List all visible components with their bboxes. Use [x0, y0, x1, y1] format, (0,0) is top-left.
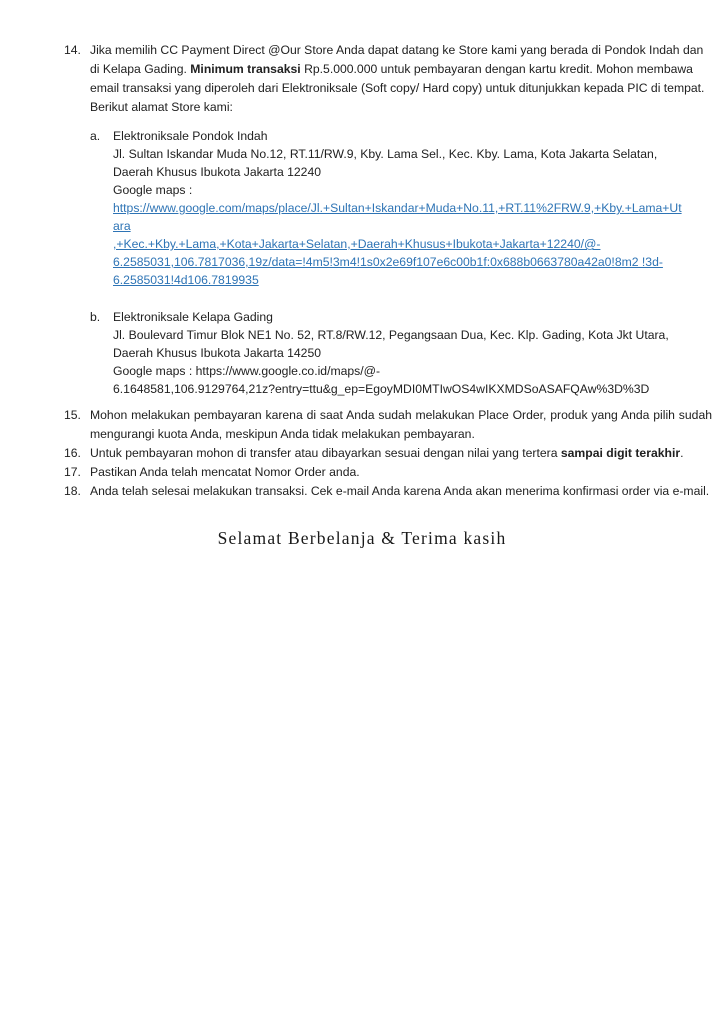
store-item-a: [90, 127, 712, 289]
list-item-15: [64, 406, 712, 444]
google-maps-label: Google maps :: [113, 183, 193, 197]
list-number-17: 17.: [64, 465, 81, 479]
list-item-16: [64, 444, 712, 463]
list-number-14: 14.: [64, 43, 81, 57]
store-item-b: [90, 308, 712, 398]
closing-message: Selamat Berbelanja & Terima kasih: [217, 528, 507, 548]
google-maps-link[interactable]: https://www.google.com/maps/place/Jl.+Sultan+Iskandar+Muda+No.11,+RT.11%2FRW.9,+Kby.+Lama+Utara ,+Kec.+Kby.+Lama,+Kota+Jakarta+Selatan,+Daerah+Khusus+Ibukota+Jakarta+12240/@- 6.2585031,106.7817036,19z/data=!4m5!3m4!1s0x2e69f107e6c00b1f:0x688b0663780a42a0!8m2 !3d- 6.2585031!4d106.7819935: [113, 201, 682, 287]
item-15-paragraph: Mohon melakukan pembayaran karena di saat Anda sudah melakukan Place Order, produk yang Anda pilih sudah mengurangi kuota Anda, meskipun Anda tidak melakukan pembayaran.: [90, 408, 712, 441]
item-17-paragraph: Pastikan Anda telah mencatat Nomor Order anda.: [90, 465, 360, 479]
list-number-15: 15.: [64, 408, 81, 422]
list-letter-b: b.: [90, 310, 101, 324]
document-content: [0, 0, 724, 501]
item-14-paragraph: Jika memilih CC Payment Direct @Our Store Anda dapat datang ke Store kami yang berada di Pondok Indah dan di Kelapa Gading. Minimum transaksi Rp.5.000.000 untuk pembayaran dengan kartu kredit. Mohon membawa email transaksi yang diperoleh dari Elektroniksale (Soft copy/ Hard copy) untuk ditunjukkan kepada PIC di tempat. Berikut alamat Store kami:: [90, 43, 705, 114]
item-16-paragraph: Untuk pembayaran mohon di transfer atau dibayarkan sesuai dengan nilai yang tertera sampai digit terakhir.: [90, 446, 684, 460]
store-a-title: Elektroniksale Pondok Indah: [113, 129, 268, 143]
store-b-title: Elektroniksale Kelapa Gading: [113, 310, 273, 324]
list-number-18: 18.: [64, 484, 81, 498]
list-item-17: [64, 463, 712, 482]
list-item-18: [64, 482, 712, 501]
store-a-address: Jl. Sultan Iskandar Muda No.12, RT.11/RW.9, Kby. Lama Sel., Kec. Kby. Lama, Kota Jakarta Selatan, Daerah Khusus Ibukota Jakarta 12240: [113, 147, 658, 179]
item-18-paragraph: Anda telah selesai melakukan transaksi. Cek e-mail Anda karena Anda akan menerima konfirmasi order via e-mail.: [90, 484, 710, 498]
store-b-address: Jl. Boulevard Timur Blok NE1 No. 52, RT.8/RW.12, Pegangsaan Dua, Kec. Klp. Gading, Kota Jkt Utara, Daerah Khusus Ibukota Jakarta 14250: [113, 328, 669, 360]
list-number-16: 16.: [64, 446, 81, 460]
list-item-14: [64, 41, 712, 398]
google-maps-text: Google maps : https://www.google.co.id/maps/@- 6.1648581,106.9129764,21z?entry=ttu&g_ep=EgoyMDI0MTIwOS4wIKXMDSoASAFQAw%3D%3D: [113, 364, 650, 396]
list-letter-a: a.: [90, 129, 101, 143]
